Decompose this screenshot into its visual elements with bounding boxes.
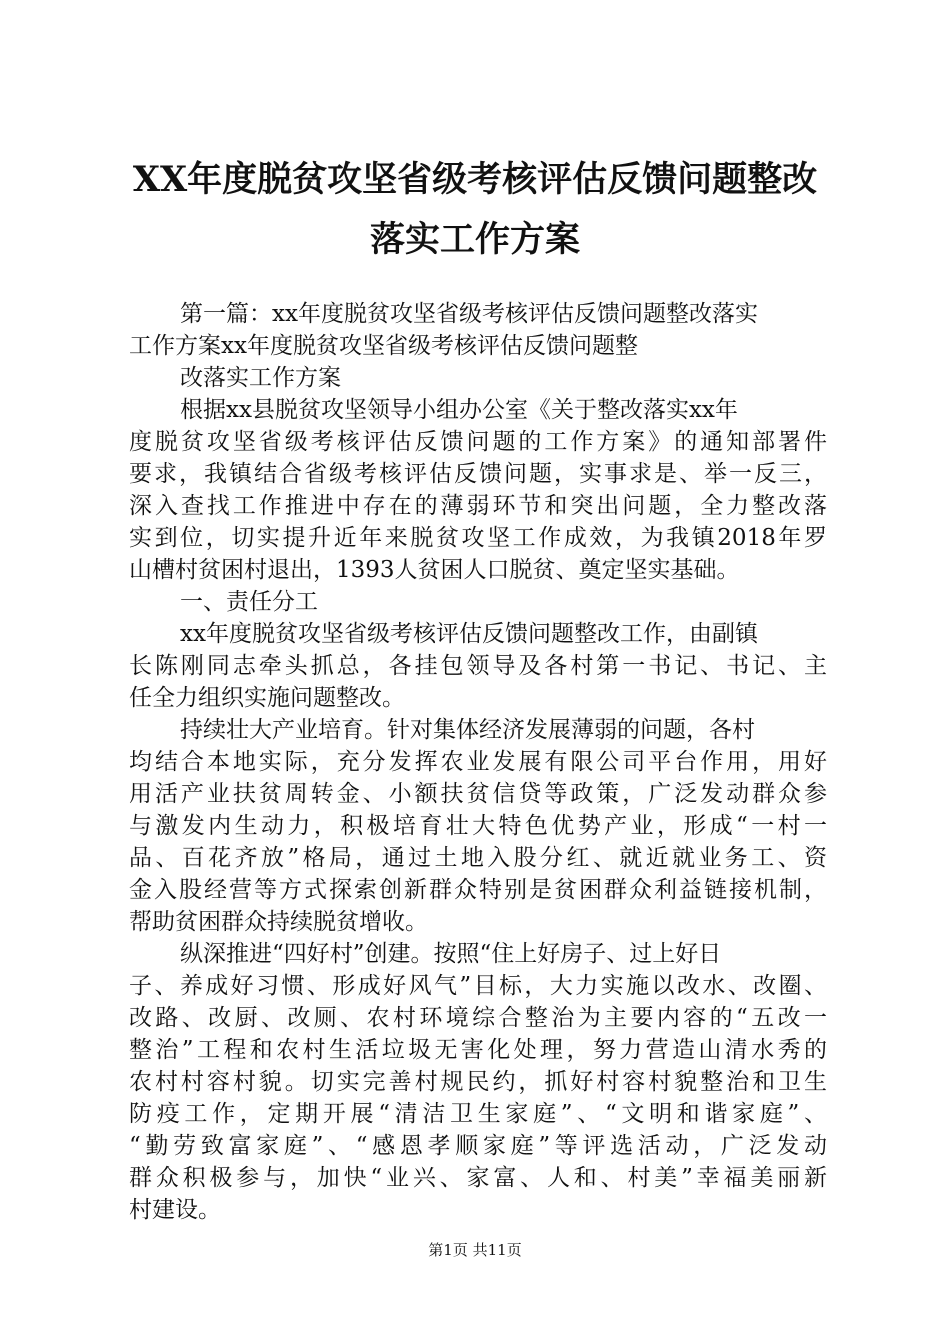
- text-line: 改路、改厨、改厕、农村环境综合整治为主要内容的“五改一: [129, 1005, 827, 1031]
- text-line: 深入查找工作推进中存在的薄弱环节和突出问题，全力整改落: [129, 493, 827, 519]
- text-line: 子、养成好习惯、形成好风气”目标，大力实施以改水、改圈、: [129, 973, 827, 999]
- text-line: 长陈刚同志牵头抓总，各挂包领导及各村第一书记、书记、主: [129, 653, 827, 679]
- text-line: 改落实工作方案: [180, 365, 341, 391]
- text-line: 金入股经营等方式探索创新群众特别是贫困群众利益链接机制，: [129, 877, 827, 903]
- text-line: 工作方案xx年度脱贫攻坚省级考核评估反馈问题整: [129, 333, 638, 359]
- text-line: 纵深推进“四好村”创建。按照“住上好房子、过上好日: [180, 941, 722, 967]
- page-footer: 第1页 共11页: [428, 1241, 522, 1259]
- text-line: 防疫工作，定期开展“清洁卫生家庭”、“文明和谐家庭”、: [129, 1101, 827, 1127]
- text-line: 用活产业扶贫周转金、小额扶贫信贷等政策，广泛发动群众参: [129, 781, 827, 807]
- section-heading: 一、责任分工: [180, 589, 318, 615]
- text-line: 村建设。: [129, 1197, 221, 1223]
- text-line: 整治”工程和农村生活垃圾无害化处理，努力营造山清水秀的: [129, 1037, 827, 1063]
- text-line: 品、百花齐放”格局，通过土地入股分红、就近就业务工、资: [129, 845, 827, 871]
- text-line: xx年度脱贫攻坚省级考核评估反馈问题整改工作，由副镇: [180, 621, 758, 647]
- text-line: 第一篇：xx年度脱贫攻坚省级考核评估反馈问题整改落实: [180, 301, 758, 327]
- text-line: 任全力组织实施问题整改。: [129, 685, 405, 711]
- text-line: 度脱贫攻坚省级考核评估反馈问题的工作方案》的通知部署件: [129, 429, 827, 455]
- document-title-line-2: 落实工作方案: [369, 219, 580, 260]
- text-line: 与激发内生动力，积极培育壮大特色优势产业，形成“一村一: [129, 813, 827, 839]
- text-line: 实到位，切实提升近年来脱贫攻坚工作成效，为我镇2018年罗: [129, 525, 827, 551]
- text-line: 农村村容村貌。切实完善村规民约，抓好村容村貌整治和卫生: [129, 1069, 827, 1095]
- text-line: 持续壮大产业培育。针对集体经济发展薄弱的问题，各村: [180, 717, 755, 743]
- text-line: 群众积极参与，加快“业兴、家富、人和、村美”幸福美丽新: [129, 1165, 827, 1191]
- text-line: 要求，我镇结合省级考核评估反馈问题，实事求是、举一反三，: [129, 461, 827, 487]
- text-line: “勤劳致富家庭”、“感恩孝顺家庭”等评选活动，广泛发动: [129, 1133, 827, 1159]
- text-line: 根据xx县脱贫攻坚领导小组办公室《关于整改落实xx年: [180, 397, 738, 423]
- text-line: 帮助贫困群众持续脱贫增收。: [129, 909, 428, 935]
- text-line: 山槽村贫困村退出，1393人贫困人口脱贫、奠定坚实基础。: [129, 557, 740, 583]
- text-line: 均结合本地实际，充分发挥农业发展有限公司平台作用，用好: [129, 749, 827, 775]
- document-title-line-1: XX年度脱贫攻坚省级考核评估反馈问题整改: [132, 159, 818, 200]
